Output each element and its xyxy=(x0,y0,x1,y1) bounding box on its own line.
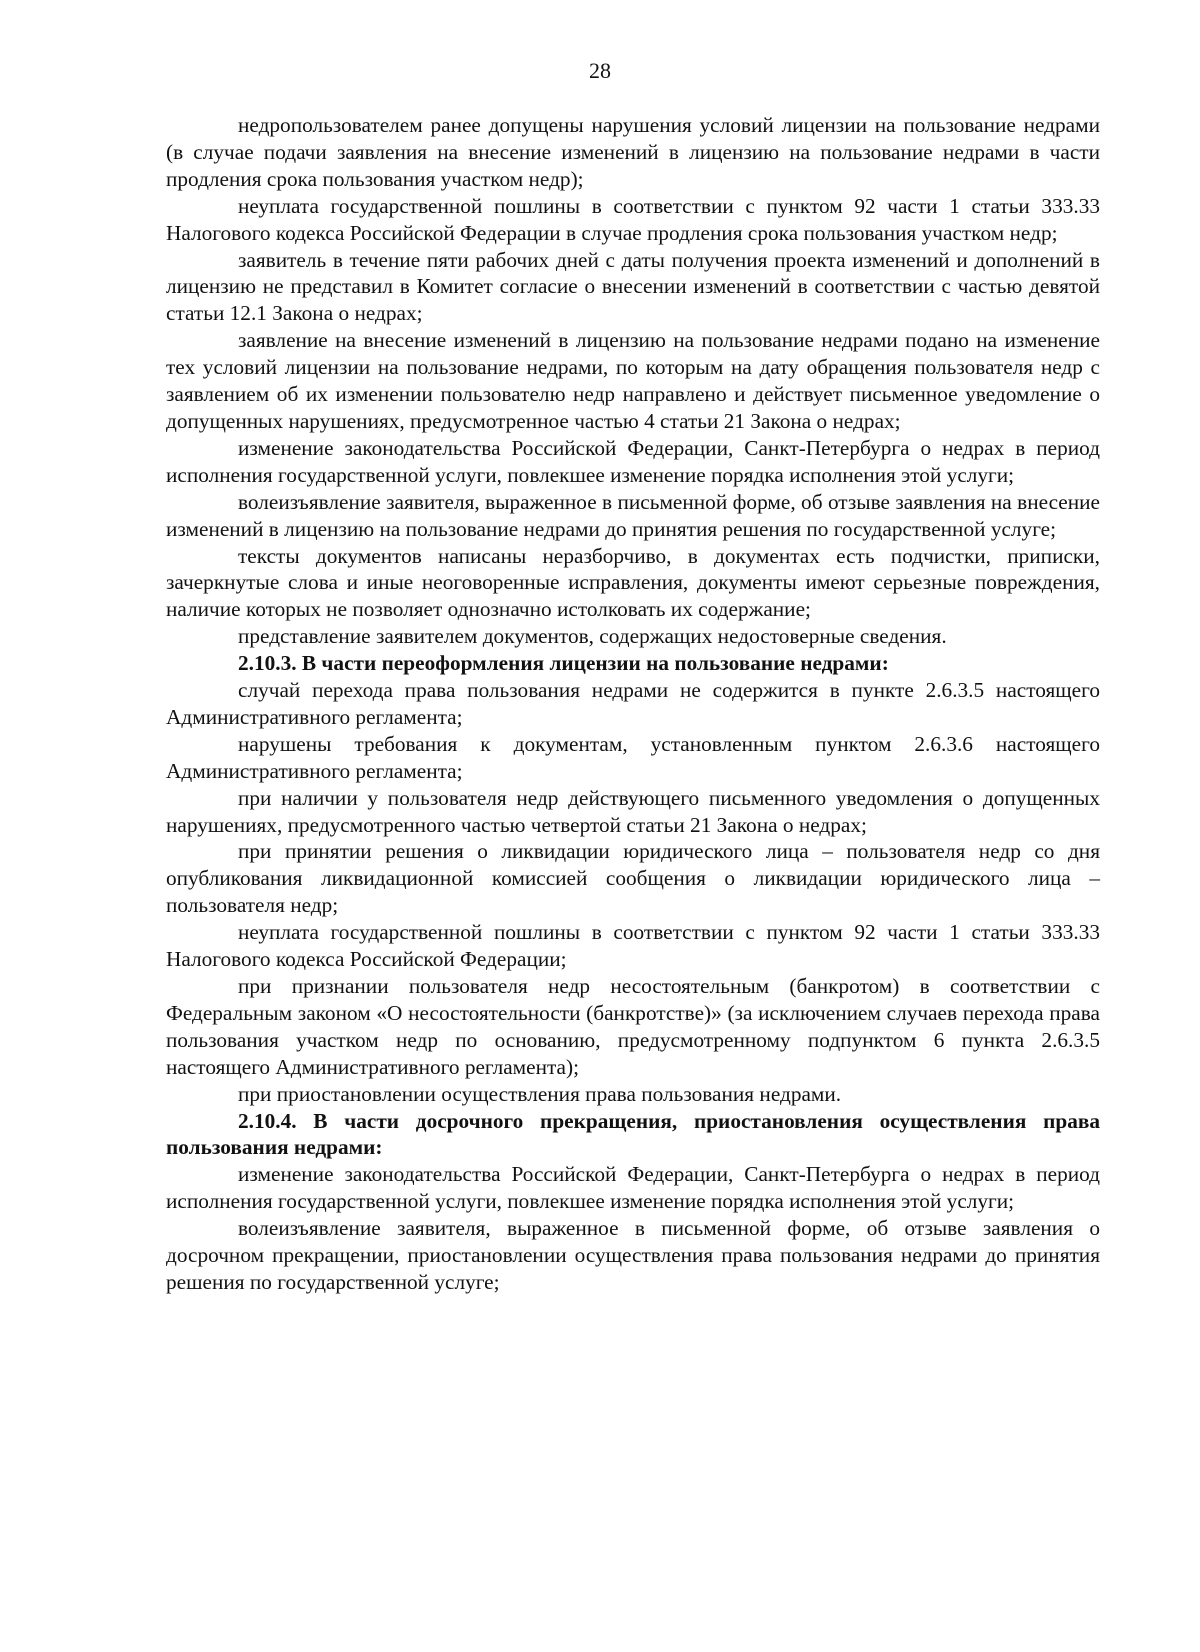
paragraph: заявитель в течение пяти рабочих дней с даты получения проекта изменений и дополнений в лицензию не представил в Комитет согласие о внесении изменений в соответствии с частью девятой статьи 12.1 Закона о недрах; xyxy=(166,247,1100,326)
section-heading: 2.10.4. В части досрочного прекращения, приостановления осуществления права пользования недрами: xyxy=(166,1108,1100,1160)
paragraph: волеизъявление заявителя, выраженное в письменной форме, об отзыве заявления на внесение изменений в лицензию на пользование недрами до принятия решения по государственной услуге; xyxy=(166,489,1100,541)
paragraph: волеизъявление заявителя, выраженное в письменной форме, об отзыве заявления о досрочном прекращении, приостановлении осуществления права пользования недрами до принятия решения по государственной услуге; xyxy=(166,1216,1100,1294)
paragraph: при приостановлении осуществления права пользования недрами. xyxy=(238,1081,842,1106)
paragraph: неуплата государственной пошлины в соответствии с пунктом 92 части 1 статьи 333.33 Налогового кодекса Российской Федерации в случае продления срока пользования участком недр; xyxy=(166,193,1100,245)
paragraph: при наличии у пользователя недр действующего письменного уведомления о допущенных нарушениях, предусмотренного частью четвертой статьи 21 Закона о недрах; xyxy=(166,785,1100,837)
paragraph: представление заявителем документов, содержащих недостоверные сведения. xyxy=(238,624,947,649)
paragraph: при признании пользователя недр несостоятельным (банкротом) в соответствии с Федеральным законом «О несостоятельности (банкротстве)» (за исключением случаев перехода права пользования участком недр по основанию, предусмотренному подпунктом 6 пункта 2.6.3.5 настоящего Административного регламента); xyxy=(166,974,1100,1079)
paragraph: неуплата государственной пошлины в соответствии с пунктом 92 части 1 статьи 333.33 Налогового кодекса Российской Федерации; xyxy=(166,920,1100,972)
paragraph: недропользователем ранее допущены нарушения условий лицензии на пользование недрами (в случае подачи заявления на внесение изменений в лицензию на пользование недрами в части продления срока пользования участком недр); xyxy=(166,113,1100,191)
section-heading: 2.10.3. В части переоформления лицензии на пользование недрами: xyxy=(238,651,889,676)
paragraph: нарушены требования к документам, установленным пунктом 2.6.3.6 настоящего Административного регламента; xyxy=(166,731,1100,783)
page-number: 28 xyxy=(589,58,611,83)
paragraph: изменение законодательства Российской Федерации, Санкт-Петербурга о недрах в период исполнения государственной услуги, повлекшее изменение порядка исполнения этой услуги; xyxy=(166,1162,1100,1214)
paragraph: тексты документов написаны неразборчиво, в документах есть подчистки, приписки, зачеркнутые слова и иные неоговоренные исправления, документы имеют серьезные повреждения, наличие которых не позволяет однозначно истолковать их содержание; xyxy=(166,543,1100,622)
paragraph: при принятии решения о ликвидации юридического лица – пользователя недр со дня опубликования ликвидационной комиссией сообщения о ликвидации юридического лица – пользователя недр; xyxy=(166,839,1100,918)
paragraph: случай перехода права пользования недрами не содержится в пункте 2.6.3.5 настоящего Административного регламента; xyxy=(166,678,1100,729)
document-body xyxy=(166,112,1100,1296)
paragraph: заявление на внесение изменений в лицензию на пользование недрами подано на изменение тех условий лицензии на пользование недрами, по которым на дату обращения пользователя недр с заявлением об их изменении пользователю недр направлено и действует письменное уведомление о допущенных нарушениях, предусмотренное частью 4 статьи 21 Закона о недрах; xyxy=(166,328,1100,433)
paragraph: изменение законодательства Российской Федерации, Санкт-Петербурга о недрах в период исполнения государственной услуги, повлекшее изменение порядка исполнения этой услуги; xyxy=(166,435,1100,487)
